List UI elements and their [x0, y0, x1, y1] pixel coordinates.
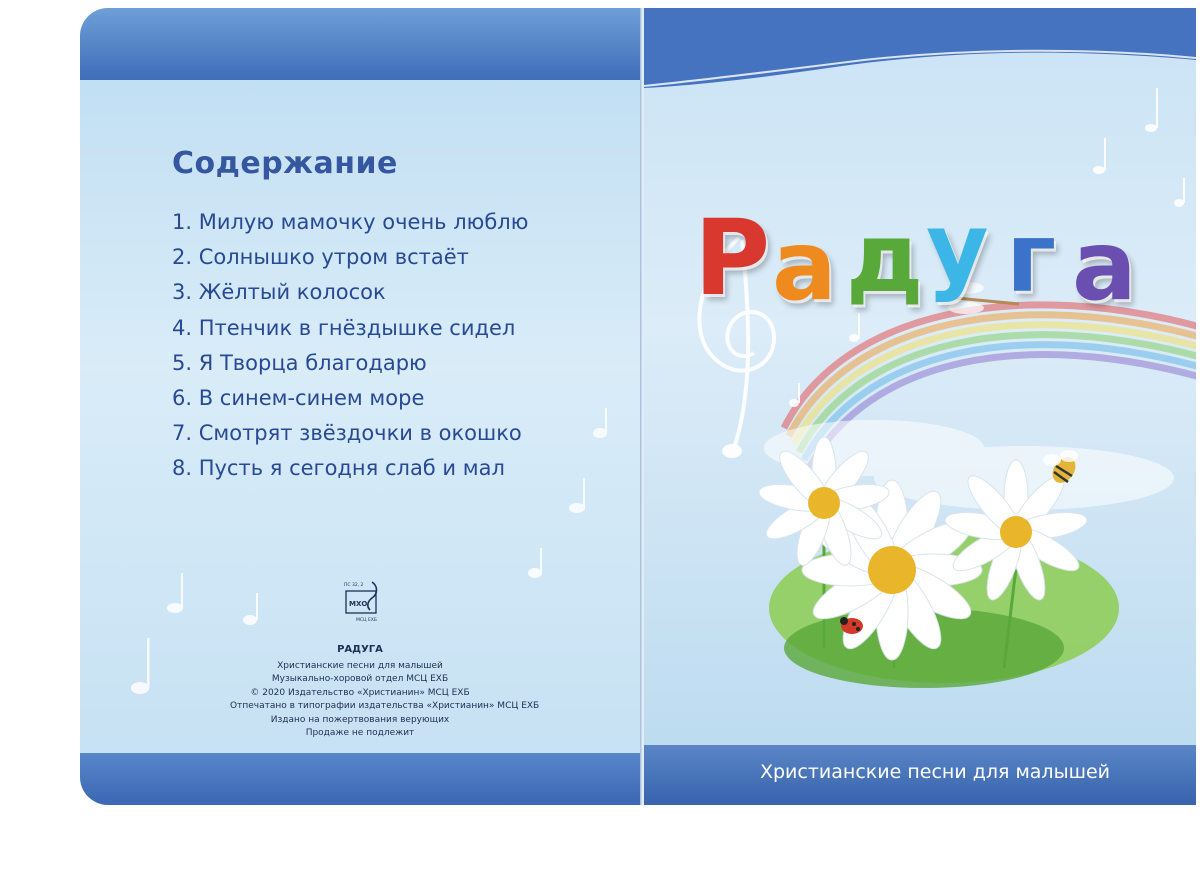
toc-item: 8. Пусть я сегодня слаб и мал	[172, 456, 505, 481]
cover-illustration	[644, 8, 1196, 805]
imprint-line: Отпечатано в типографии издательства «Христианин» МСЦ ЕХБ	[230, 701, 540, 712]
toc-item: 6. В синем-синем море	[172, 385, 425, 410]
table-of-contents	[172, 205, 528, 487]
toc-item: 2. Солнышко утром встаёт	[172, 245, 469, 270]
imprint-title: РАДУГА	[337, 644, 383, 655]
logo-text: МХО	[349, 600, 368, 608]
imprint-line: Продаже не подлежит	[305, 728, 415, 739]
imprint-line: © 2020 Издательство «Христианин» МСЦ ЕХБ	[250, 687, 470, 698]
back-cover	[80, 8, 644, 805]
title-letter: г	[1006, 202, 1057, 314]
toc-item: 7. Смотрят звёздочки в окошко	[172, 421, 522, 446]
title-letter: а	[1072, 210, 1137, 322]
logo-code: ПС 32, 2	[344, 583, 364, 588]
toc-item: 4. Птенчик в гнёздышке сидел	[172, 315, 516, 340]
title-letter: а	[772, 210, 837, 322]
cover-title	[694, 192, 1174, 336]
imprint-block	[230, 644, 540, 740]
title-letter: у	[926, 192, 989, 304]
bottom-band	[80, 753, 644, 805]
title-letter: Р	[694, 197, 771, 319]
bottom-band	[644, 745, 1196, 805]
toc-item: 3. Жёлтый колосок	[172, 280, 386, 305]
toc-item: 1. Милую мамочку очень люблю	[172, 210, 529, 234]
imprint-line: Музыкально-хоровой отдел МСЦ ЕХБ	[271, 674, 449, 685]
publisher-logo	[342, 578, 388, 624]
imprint-line: Издано на пожертвования верующих	[270, 714, 450, 725]
toc-item: 5. Я Творца благодарю	[172, 350, 427, 375]
front-cover	[644, 8, 1196, 805]
imprint-line: Христианские песни для малышей	[277, 661, 443, 671]
logo-subtext: МСЦ ЕХБ	[356, 618, 377, 623]
title-letter: д	[846, 202, 924, 314]
cover-subtitle: Христианские песни для малышей	[759, 761, 1110, 783]
table-of-contents-title: Содержание	[172, 146, 398, 181]
